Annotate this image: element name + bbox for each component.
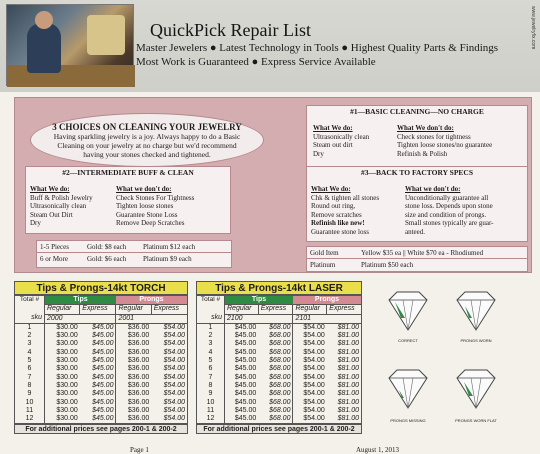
price-table-row	[197, 349, 362, 357]
prongs-header: Prongs	[116, 296, 188, 305]
row-price: $54.00	[163, 323, 185, 331]
row-price: $54.00	[163, 373, 185, 381]
factory-dont-item: Small stones typically are guar-	[405, 219, 494, 227]
basic-dont-head: What We don't do:	[397, 124, 454, 132]
intermediate-do-head: What We do:	[30, 185, 70, 193]
tips-header: Tips	[225, 296, 293, 305]
intermediate-dont-item: Guarantee Stone Loss	[116, 210, 178, 219]
row-price: $54.00	[163, 340, 185, 348]
intermediate-dont-item: Tighten loose stones	[116, 202, 174, 210]
price-label: Gold Item	[310, 248, 339, 257]
torch-table-title: Tips & Prongs-14kt TORCH	[14, 281, 188, 295]
row-price: $54.00	[163, 406, 185, 414]
factory-do-item: Chk & tighten all stones	[311, 193, 380, 202]
row-price: $81.00	[337, 332, 359, 340]
intermediate-dont-item: Check Stones For Tightness	[116, 193, 195, 202]
intermediate-do-item: Buff & Polish Jewelry	[30, 193, 93, 202]
row-price: $68.00	[269, 398, 291, 406]
row-price: $45.00	[234, 323, 257, 331]
row-price: $54.00	[293, 399, 327, 407]
row-price: $45.00	[234, 373, 257, 381]
row-price: $45.00	[234, 398, 257, 406]
factory-title: #3—BACK TO FACTORY SPECS	[360, 168, 474, 177]
page-header	[0, 0, 540, 92]
price-table-row	[197, 382, 362, 390]
sku-prongs: 2101	[293, 314, 362, 323]
factory-dont-item: anteed.	[405, 227, 426, 236]
intermediate-title: #2—INTERMEDIATE BUFF & CLEAN	[62, 168, 194, 177]
torch-price-table	[14, 281, 188, 434]
sku-label: sku	[197, 314, 225, 323]
sku-tips: 2100	[227, 314, 243, 322]
row-price: $54.00	[293, 365, 327, 373]
row-price: $36.00	[116, 390, 151, 398]
price-table-row	[197, 390, 362, 398]
row-price: $30.00	[56, 373, 78, 381]
page-number: Page 1	[130, 446, 149, 454]
express-header: Express	[151, 305, 187, 314]
torch-grid	[14, 295, 188, 424]
row-price: $45.00	[234, 406, 257, 414]
basic-dont-item: Refinish & Polish	[397, 149, 448, 158]
price-table-row	[197, 374, 362, 382]
row-price: $45.00	[234, 365, 257, 373]
row-price: $36.00	[116, 374, 151, 382]
price-qty: 1-5 Pieces	[40, 242, 69, 251]
factory-dont-item: Unconditionally guarantee all	[405, 193, 489, 202]
basic-do-item: Ultrasonically clean	[313, 132, 370, 141]
intro-body: Having sparkling jewelry is a joy. Always happy to do a Basic Cleaning on your jewelry at no charge but we'd recommend having your stones checked and tightened.	[53, 132, 241, 159]
row-price: $45.00	[234, 340, 257, 348]
price-row	[307, 259, 527, 271]
row-price: $54.00	[293, 340, 327, 348]
row-price: $36.00	[116, 323, 151, 332]
diagram-caption: CORRECT	[398, 338, 418, 343]
row-price: $68.00	[269, 357, 291, 365]
price-gold: Gold: $8 each	[87, 242, 127, 251]
price-platinum: Platinum $9 each	[143, 255, 192, 263]
row-count: 11	[197, 407, 225, 415]
diamond-prongs-worn-icon	[451, 288, 501, 334]
regular-header: Regular	[45, 305, 80, 314]
intermediate-box	[25, 166, 231, 234]
row-price: $36.00	[116, 349, 151, 357]
cleaning-intro-oval	[30, 113, 264, 167]
row-price: $36.00	[116, 407, 151, 415]
price-table-row	[15, 390, 188, 398]
price-table-row	[15, 349, 188, 357]
row-count: 5	[15, 357, 45, 365]
row-price: $81.00	[337, 406, 359, 414]
basic-dont-list	[397, 124, 527, 158]
price-table-row	[197, 340, 362, 348]
factory-specs-box	[306, 166, 528, 242]
row-price: $68.00	[269, 373, 291, 381]
prongs-header: Prongs	[293, 296, 362, 305]
row-count: 7	[15, 374, 45, 382]
basic-do-head: What We do:	[313, 124, 353, 132]
page-date: August 1, 2013	[356, 446, 399, 454]
row-price: $45.00	[92, 415, 114, 423]
row-price: $81.00	[337, 398, 359, 406]
intermediate-dont-item: Remove Deep Scratches	[116, 219, 185, 227]
laser-rows	[197, 323, 362, 424]
regular-header: Regular	[225, 305, 259, 314]
row-price: $45.00	[92, 332, 114, 340]
row-count: 2	[197, 332, 225, 340]
intermediate-dont-head: What we don't do:	[116, 185, 172, 193]
price-table-row	[15, 407, 188, 415]
row-price: $30.00	[56, 415, 78, 423]
row-price: $54.00	[293, 415, 327, 424]
row-price: $81.00	[337, 381, 359, 389]
row-price: $68.00	[269, 381, 291, 389]
row-count: 8	[15, 382, 45, 390]
row-price: $54.00	[163, 390, 185, 398]
intermediate-do-item: Dry	[30, 219, 41, 227]
intermediate-dont-list	[116, 185, 230, 228]
row-price: $36.00	[116, 399, 151, 407]
row-price: $45.00	[234, 390, 257, 398]
row-price: $30.00	[56, 365, 78, 373]
diagram-caption: PRONGS WORN	[460, 338, 492, 343]
row-price: $36.00	[116, 332, 151, 340]
row-count: 6	[197, 365, 225, 373]
row-price: $68.00	[269, 406, 291, 414]
row-price: $68.00	[269, 323, 291, 331]
row-price: $36.00	[116, 382, 151, 390]
row-price: $81.00	[337, 340, 359, 348]
row-price: $30.00	[56, 332, 78, 340]
sku-label: sku	[15, 314, 45, 323]
row-count: 3	[15, 340, 45, 348]
row-price: $30.00	[56, 390, 78, 398]
express-header: Express	[80, 305, 116, 314]
torch-footer: For additional prices see pages 200-1 & 200-2	[14, 424, 188, 434]
tips-header: Tips	[45, 296, 116, 305]
factory-do-head: What We do:	[311, 185, 351, 193]
row-count: 9	[197, 390, 225, 398]
row-price: $54.00	[293, 357, 327, 365]
intermediate-price-box	[36, 240, 232, 268]
row-price: $45.00	[92, 323, 114, 331]
row-price: $54.00	[293, 323, 327, 332]
price-row	[37, 253, 231, 265]
factory-do-list	[311, 185, 403, 236]
express-header: Express	[327, 305, 362, 314]
row-count: 10	[15, 399, 45, 407]
row-price: $30.00	[56, 323, 78, 331]
price-gold: Gold: $6 each	[87, 255, 127, 263]
price-platinum: Platinum $12 each	[143, 242, 196, 251]
total-label: Total #	[15, 296, 45, 315]
row-price: $30.00	[56, 340, 78, 348]
regular-header: Regular	[116, 305, 151, 314]
diamond-prongs-worn-flat-icon	[451, 366, 501, 412]
row-price: $30.00	[56, 406, 78, 414]
torch-rows	[15, 323, 188, 424]
header-photo	[6, 4, 134, 86]
factory-dont-list	[405, 185, 527, 236]
row-price: $81.00	[337, 365, 359, 373]
tagline-line-2: Most Work is Guaranteed ● Express Service Available	[136, 56, 376, 68]
price-table-row	[15, 399, 188, 407]
row-price: $30.00	[56, 348, 78, 356]
price-qty: 6 or More	[40, 255, 68, 263]
row-price: $45.00	[92, 340, 114, 348]
row-price: $45.00	[234, 348, 257, 356]
price-table-row	[197, 357, 362, 365]
factory-do-item: Remove scratches	[311, 210, 362, 219]
row-price: $36.00	[116, 415, 151, 424]
factory-do-item: Refinish like new!	[311, 219, 365, 227]
row-count: 10	[197, 399, 225, 407]
row-price: $54.00	[163, 357, 185, 365]
row-price: $81.00	[337, 323, 359, 331]
basic-title: #1—BASIC CLEANING—NO CHARGE	[350, 107, 484, 116]
row-price: $81.00	[337, 373, 359, 381]
price-value: Yellow $35 ea || White $70 ea - Rhodiumed	[361, 248, 484, 257]
row-price: $54.00	[293, 349, 327, 357]
laser-price-table	[196, 281, 362, 434]
basic-dont-item: Tighten loose stones/no guarantee	[397, 141, 493, 149]
price-table-row	[197, 323, 362, 332]
row-price: $54.00	[293, 382, 327, 390]
laser-footer: For additional prices see pages 200-1 & 200-2	[196, 424, 362, 434]
basic-do-item: Steam out dirt	[313, 141, 353, 149]
price-value: Platinum $50 each	[361, 261, 414, 269]
price-table-row	[15, 415, 188, 424]
row-price: $68.00	[269, 340, 291, 348]
price-table-row	[15, 357, 188, 365]
price-table-row	[197, 332, 362, 340]
basic-cleaning-box	[306, 105, 528, 167]
price-table-row	[15, 340, 188, 348]
row-price: $54.00	[163, 365, 185, 373]
row-count: 12	[15, 415, 45, 424]
row-price: $45.00	[92, 373, 114, 381]
basic-do-item: Dry	[313, 149, 324, 158]
factory-dont-head: What we don't do:	[405, 185, 461, 193]
laser-table-title: Tips & Prongs-14kt LASER	[196, 281, 362, 295]
price-table-row	[197, 407, 362, 415]
row-price: $81.00	[337, 348, 359, 356]
row-price: $54.00	[163, 398, 185, 406]
intermediate-do-item: Ultrasonically clean	[30, 202, 87, 210]
diagram-caption: PRONGS WORN FLAT	[455, 418, 497, 423]
row-count: 4	[15, 349, 45, 357]
price-table-row	[197, 415, 362, 424]
row-price: $30.00	[56, 398, 78, 406]
row-price: $54.00	[293, 407, 327, 415]
row-price: $36.00	[116, 365, 151, 373]
row-price: $68.00	[269, 390, 291, 398]
price-table-row	[15, 323, 188, 332]
diagram-caption: PRONGS MISSING	[390, 418, 426, 423]
row-price: $45.00	[92, 381, 114, 389]
row-price: $81.00	[337, 390, 359, 398]
row-price: $36.00	[116, 340, 151, 348]
sku-tips: 2000	[47, 314, 63, 322]
price-label: Platinum	[310, 261, 336, 269]
price-table-row	[15, 365, 188, 373]
row-price: $45.00	[92, 365, 114, 373]
factory-dont-item: stone loss. Depends upon stone	[405, 202, 493, 210]
row-price: $68.00	[269, 332, 291, 340]
row-count: 7	[197, 374, 225, 382]
row-price: $81.00	[337, 357, 359, 365]
row-count: 2	[15, 332, 45, 340]
basic-do-list	[313, 124, 395, 158]
regular-header: Regular	[293, 305, 327, 314]
express-header: Express	[258, 305, 293, 314]
row-price: $54.00	[293, 374, 327, 382]
diamond-correct-icon	[383, 288, 433, 334]
factory-dont-item: size and condition of prongs.	[405, 210, 487, 219]
row-price: $68.00	[269, 365, 291, 373]
intro-title: 3 CHOICES ON CLEANING YOUR JEWELRY	[52, 122, 242, 132]
row-price: $45.00	[92, 357, 114, 365]
row-count: 5	[197, 357, 225, 365]
row-price: $45.00	[92, 398, 114, 406]
row-price: $36.00	[116, 357, 151, 365]
tagline-line-1: Master Jewelers ● Latest Technology in Tools ● Highest Quality Parts & Findings	[136, 42, 499, 54]
row-price: $54.00	[293, 332, 327, 340]
row-count: 4	[197, 349, 225, 357]
row-count: 3	[197, 340, 225, 348]
laser-grid	[196, 295, 362, 424]
factory-price-box	[306, 246, 528, 272]
row-count: 1	[15, 323, 45, 332]
basic-dont-item: Check stones for tightness	[397, 132, 471, 141]
row-price: $45.00	[92, 348, 114, 356]
row-price: $54.00	[163, 332, 185, 340]
row-count: 9	[15, 390, 45, 398]
row-price: $45.00	[234, 381, 257, 389]
price-row	[307, 247, 527, 259]
row-count: 8	[197, 382, 225, 390]
row-price: $68.00	[269, 415, 291, 423]
row-price: $68.00	[269, 348, 291, 356]
row-price: $30.00	[56, 381, 78, 389]
price-table-row	[197, 365, 362, 373]
price-table-row	[15, 382, 188, 390]
row-price: $30.00	[56, 357, 78, 365]
header-tagline	[136, 41, 498, 69]
intermediate-do-list	[30, 185, 114, 228]
row-price: $54.00	[293, 390, 327, 398]
sku-prongs: 2001	[116, 314, 188, 323]
page-title: QuickPick Repair List	[150, 20, 311, 40]
row-price: $81.00	[337, 415, 359, 423]
row-price: $45.00	[234, 332, 257, 340]
row-count: 12	[197, 415, 225, 424]
total-label: Total #	[197, 296, 225, 315]
price-row	[37, 241, 231, 253]
intermediate-do-item: Steam Out Dirt	[30, 210, 73, 219]
price-table-row	[15, 374, 188, 382]
price-table-row	[15, 332, 188, 340]
row-count: 11	[15, 407, 45, 415]
website-url: www.jewelryfix.com	[530, 6, 536, 50]
diamond-prongs-missing-icon	[383, 366, 433, 412]
price-table-row	[197, 399, 362, 407]
row-price: $45.00	[92, 406, 114, 414]
row-price: $54.00	[163, 415, 185, 423]
row-price: $45.00	[234, 357, 257, 365]
factory-do-item: Round out ring,	[311, 202, 356, 210]
factory-do-item: Guarantee stone loss	[311, 227, 369, 236]
row-count: 1	[197, 323, 225, 332]
row-price: $54.00	[163, 348, 185, 356]
row-count: 6	[15, 365, 45, 373]
row-price: $45.00	[92, 390, 114, 398]
row-price: $54.00	[163, 381, 185, 389]
row-price: $45.00	[234, 415, 257, 423]
